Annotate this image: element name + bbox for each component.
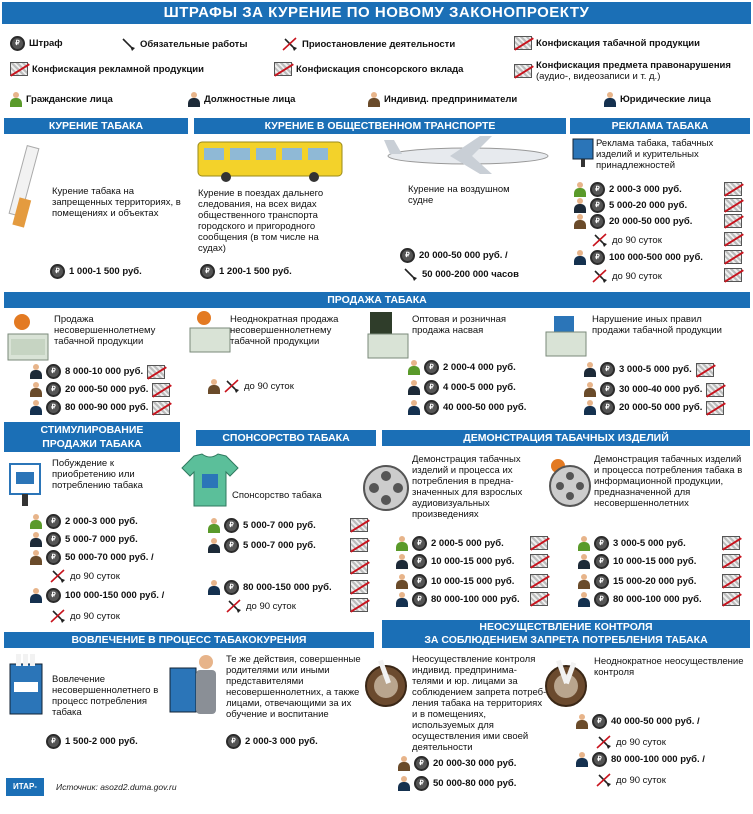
suspension-shovel-icon <box>282 36 298 52</box>
control-repeat-fine-1: ₽ 40 000-50 000 руб. / <box>576 714 700 729</box>
crossed-money-icon <box>350 598 368 612</box>
sale-minor-fine-3: ₽ 80 000-90 000 руб. <box>30 400 170 415</box>
crossed-item-icon <box>722 592 740 606</box>
other-rules-fine-2: ₽ 30 000-40 000 руб. <box>584 382 724 397</box>
entrepreneur-person-icon <box>574 214 586 229</box>
demo-minor-fine-3: ₽ 15 000-20 000 руб. <box>578 574 696 589</box>
coin-icon: ₽ <box>226 734 241 749</box>
coin-icon: ₽ <box>590 182 605 197</box>
crossed-item-icon <box>530 536 548 550</box>
legend-conf-sponsor: Конфискация спонсорского вклада <box>274 62 463 76</box>
official-person-icon <box>408 380 420 395</box>
ads-suspension-1: до 90 суток <box>592 232 662 248</box>
entrepreneur-person-icon <box>584 382 596 397</box>
smoking-desc: Курение табака на запрещенных территориях, в помещениях и объектах <box>52 186 181 219</box>
demo-minor-fine-1: ₽ 3 000-5 000 руб. <box>578 536 686 551</box>
sponsorship-fine-3: ₽ 80 000-150 000 руб. <box>208 580 332 595</box>
coin-icon: ₽ <box>424 400 439 415</box>
coin-icon: ₽ <box>10 36 25 51</box>
coin-icon: ₽ <box>414 776 429 791</box>
coin-icon: ₽ <box>400 248 415 263</box>
entrepreneur-person-icon <box>30 382 42 397</box>
crossed-ads-icon <box>10 62 28 76</box>
civilian-person-icon <box>408 360 420 375</box>
civilian-person-icon <box>574 182 586 197</box>
demo-minor-fine-4: ₽ 80 000-100 000 руб. <box>578 592 702 607</box>
coin-icon: ₽ <box>46 382 61 397</box>
legal-entity-icon <box>584 400 596 415</box>
legend-civilians: Гражданские лица <box>10 92 113 107</box>
legal-entity-icon <box>396 592 408 607</box>
crossed-item-icon <box>530 554 548 568</box>
airplane-icon <box>380 134 560 176</box>
legal-entity-icon <box>30 588 42 603</box>
coin-icon: ₽ <box>50 264 65 279</box>
nasvay-desc: Оптовая и розничная продажа насвая <box>412 314 507 336</box>
smoking-fine: ₽ 1 000-1 500 руб. <box>50 264 142 279</box>
civilian-person-icon <box>396 536 408 551</box>
coin-icon: ₽ <box>46 364 61 379</box>
control-fine-2: ₽ 50 000-80 000 руб. <box>398 776 516 791</box>
coin-icon: ₽ <box>224 518 239 533</box>
demo-minor-desc: Демонстрация табачных изделий и процесса потребления табака в информационной продукции, предназначенной для несовершеннолетних <box>594 454 743 509</box>
demo-adult-fine-4: ₽ 80 000-100 000 руб. <box>396 592 520 607</box>
tshirt-icon <box>180 452 240 508</box>
control-desc: Неосуществление контроля индивид. предпринима-телями и юр. лицами за соблюдением запрета потреб-ления табака на территориях и в помещениях, используемых для осуществления ими своей деятельности <box>412 654 547 753</box>
coin-icon: ₽ <box>590 198 605 213</box>
crossed-ads-icon <box>724 182 742 196</box>
legend <box>2 26 751 114</box>
coin-icon: ₽ <box>46 734 61 749</box>
money-stack-icon <box>188 310 232 356</box>
coin-icon: ₽ <box>46 588 61 603</box>
coin-icon: ₽ <box>46 532 61 547</box>
other-rules-fine-1: ₽ 3 000-5 000 руб. <box>584 362 714 377</box>
coin-icon: ₽ <box>590 214 605 229</box>
control-repeat-suspension-2: до 90 суток <box>596 772 666 788</box>
source-note: Источник: asozd2.duma.gov.ru <box>56 782 177 792</box>
stimulating-fine-1: ₽ 2 000-3 000 руб. <box>30 514 138 529</box>
film-reel-icon <box>362 464 410 512</box>
nasvay-fine-1: ₽ 2 000-4 000 руб. <box>408 360 516 375</box>
coin-icon: ₽ <box>600 382 615 397</box>
money-stack-icon <box>6 312 52 366</box>
cigarette-icon <box>8 136 40 246</box>
civilian-person-icon <box>578 536 590 551</box>
coin-icon: ₽ <box>412 554 427 569</box>
bus-icon <box>196 138 346 184</box>
coin-icon: ₽ <box>200 264 215 279</box>
stimulating-fine-2: ₽ 5 000-7 000 руб. <box>30 532 138 547</box>
section-sponsorship-title: СПОНСОРСТВО ТАБАКА <box>196 430 376 446</box>
official-person-icon <box>30 532 42 547</box>
official-person-icon <box>396 554 408 569</box>
demo-adult-fine-3: ₽ 10 000-15 000 руб. <box>396 574 514 589</box>
stimulating-suspension-1: до 90 суток <box>50 568 120 584</box>
coin-icon: ₽ <box>46 400 61 415</box>
nasvay-money-icon <box>366 310 410 362</box>
crossed-ads-icon <box>724 250 742 264</box>
involvement-desc: Вовлечение несовершеннолетнего в процесс потребления табака <box>52 674 159 718</box>
suspension-shovel-icon <box>50 568 66 584</box>
legend-conf-tobacco: Конфискация табачной продукции <box>514 36 700 50</box>
ads-desc: Реклама табака, табачных изделий и курительных принадлежностей <box>596 138 714 171</box>
coin-icon: ₽ <box>600 400 615 415</box>
legend-entrepreneurs: Индивид. предприниматели <box>368 92 517 107</box>
suspension-shovel-icon <box>596 772 612 788</box>
control-fine-1: ₽ 20 000-30 000 руб. <box>398 756 516 771</box>
coin-icon: ₽ <box>224 538 239 553</box>
billboard-icon <box>572 138 594 168</box>
control-repeat-suspension-1: до 90 суток <box>596 734 666 750</box>
sponsorship-suspension: до 90 суток <box>226 598 296 614</box>
crossed-ads-icon <box>724 268 742 282</box>
section-involvement-title: ВОВЛЕЧЕНИЕ В ПРОЦЕСС ТАБАКОКУРЕНИЯ <box>4 632 374 648</box>
ads-fine-3: ₽ 20 000-50 000 руб. <box>574 214 692 229</box>
stimulating-desc: Побуждение к приобретению или потреблению табака <box>52 458 143 491</box>
coin-icon: ₽ <box>46 550 61 565</box>
official-person-icon <box>578 554 590 569</box>
legal-entity-icon <box>30 400 42 415</box>
official-person-icon <box>208 538 220 553</box>
crossed-ads-icon <box>724 214 742 228</box>
sponsorship-fine-1: ₽ 5 000-7 000 руб. <box>208 518 316 533</box>
official-person-icon <box>30 364 42 379</box>
air-fine: ₽ 20 000-50 000 руб. / <box>400 248 508 263</box>
involvement-parents-desc: Те же действия, совершенные родителями или иными представителями несовершеннолетних, а также лицами, отвечающими за их обучение и воспитание <box>226 654 361 720</box>
entrepreneur-person-icon <box>576 714 588 729</box>
ads-fine-2: ₽ 5 000-20 000 руб. <box>574 198 687 213</box>
legal-entity-icon <box>578 592 590 607</box>
entrepreneur-person-icon <box>208 379 220 394</box>
sale-minor-desc: Продажа несовершеннолетнему табачной продукции <box>54 314 156 347</box>
stimulating-fine-4: ₽ 100 000-150 000 руб. / <box>30 588 164 603</box>
parent-with-pack-icon <box>168 652 220 718</box>
shovel-icon <box>402 266 418 282</box>
section-sale-title: ПРОДАЖА ТАБАКА <box>4 292 750 308</box>
legal-entity-icon <box>576 752 588 767</box>
entrepreneur-person-icon <box>396 574 408 589</box>
crossed-item-icon <box>514 64 532 78</box>
suspension-shovel-icon <box>50 608 66 624</box>
nasvay-fine-3: ₽ 40 000-50 000 руб. <box>408 400 526 415</box>
coin-icon: ₽ <box>600 362 615 377</box>
crossed-money-icon <box>350 518 368 532</box>
section-stimulating-title: СТИМУЛИРОВАНИЕ ПРОДАЖИ ТАБАКА <box>4 422 180 452</box>
legend-legal: Юридические лица <box>604 92 711 107</box>
air-works: 50 000-200 000 часов <box>402 266 519 282</box>
coin-icon: ₽ <box>592 714 607 729</box>
crossed-tobacco-icon <box>147 365 165 379</box>
coin-icon: ₽ <box>594 592 609 607</box>
film-reel-child-icon <box>544 458 594 508</box>
coin-icon: ₽ <box>414 756 429 771</box>
shovel-icon <box>120 36 136 52</box>
civilian-person-icon <box>10 92 22 107</box>
coin-icon: ₽ <box>412 536 427 551</box>
sponsorship-desc: Спонсорство табака <box>232 490 322 501</box>
crossed-money-icon <box>350 538 368 552</box>
other-rules-desc: Нарушение иных правил продажи табачной продукции <box>592 314 722 336</box>
civilian-person-icon <box>30 514 42 529</box>
coin-icon: ₽ <box>46 514 61 529</box>
legend-suspension: Приостановление деятельности <box>282 36 455 52</box>
suspension-shovel-icon <box>592 268 608 284</box>
section-transport-title: КУРЕНИЕ В ОБЩЕСТВЕННОМ ТРАНСПОРТЕ <box>194 118 566 134</box>
crossed-item-icon <box>530 574 548 588</box>
crossed-money-icon <box>350 560 368 574</box>
section-demonstration-title: ДЕМОНСТРАЦИЯ ТАБАЧНЫХ ИЗДЕЛИЙ <box>382 430 750 446</box>
store-money-icon <box>544 314 590 360</box>
nasvay-fine-2: ₽ 4 000-5 000 руб. <box>408 380 516 395</box>
coin-icon: ₽ <box>594 574 609 589</box>
crossed-tobacco-icon <box>152 383 170 397</box>
page-title: ШТРАФЫ ЗА КУРЕНИЕ ПО НОВОМУ ЗАКОНОПРОЕКТУ <box>2 2 751 24</box>
stimulating-suspension-2: до 90 суток <box>50 608 120 624</box>
entrepreneur-person-icon <box>30 550 42 565</box>
crossed-item-icon <box>722 574 740 588</box>
crossed-item-icon <box>722 536 740 550</box>
transport-fine: ₽ 1 200-1 500 руб. <box>200 264 292 279</box>
sale-repeat-suspension: до 90 суток <box>208 378 294 394</box>
legend-conf-item: Конфискация предмета правонарушения (аудио-, видеозаписи и т. д.) <box>514 60 731 82</box>
cigarette-pack-icon <box>8 652 46 716</box>
coin-icon: ₽ <box>590 250 605 265</box>
entrepreneur-person-icon <box>368 92 380 107</box>
demo-minor-fine-2: ₽ 10 000-15 000 руб. <box>578 554 696 569</box>
crossed-ads-icon <box>724 198 742 212</box>
legal-entity-icon <box>398 776 410 791</box>
coin-icon: ₽ <box>412 592 427 607</box>
section-control-title: НЕОСУЩЕСТВЛЕНИЕ КОНТРОЛЯ ЗА СОБЛЮДЕНИЕМ ЗАПРЕТА ПОТРЕБЛЕНИЯ ТАБАКА <box>382 620 750 648</box>
involvement-parents-fine: ₽ 2 000-3 000 руб. <box>226 734 318 749</box>
transport-desc: Курение в поездах дальнего следования, на всех видах общественного транспорта городского и пригородного сообщения (в том числе на судах) <box>198 188 324 254</box>
ashtray-icon <box>360 656 412 708</box>
coin-icon: ₽ <box>594 554 609 569</box>
entrepreneur-person-icon <box>578 574 590 589</box>
air-desc: Курение на воздушном судне <box>408 184 510 206</box>
coin-icon: ₽ <box>224 580 239 595</box>
legend-fine: ₽ Штраф <box>10 36 63 51</box>
crossed-tobacco-icon <box>706 401 724 415</box>
coin-icon: ₽ <box>592 752 607 767</box>
crossed-tobacco-icon <box>514 36 532 50</box>
civilian-person-icon <box>208 518 220 533</box>
demo-adult-fine-1: ₽ 2 000-5 000 руб. <box>396 536 504 551</box>
legal-entity-icon <box>408 400 420 415</box>
coin-icon: ₽ <box>424 380 439 395</box>
section-smoking-title: КУРЕНИЕ ТАБАКА <box>4 118 188 134</box>
legal-entity-icon <box>574 250 586 265</box>
crossed-item-icon <box>530 592 548 606</box>
official-person-icon <box>188 92 200 107</box>
itar-tass-logo: ИТАР-ТАСС <box>6 778 44 796</box>
crossed-money-icon <box>350 580 368 594</box>
crossed-money-icon <box>274 62 292 76</box>
ashtray-icon <box>540 656 592 708</box>
coin-icon: ₽ <box>412 574 427 589</box>
sale-minor-fine-2: ₽ 20 000-50 000 руб. <box>30 382 170 397</box>
control-repeat-fine-2: ₽ 80 000-100 000 руб. / <box>576 752 705 767</box>
sale-repeat-desc: Неоднократная продажа несовершеннолетнему табачной продукции <box>230 314 339 347</box>
coin-icon: ₽ <box>594 536 609 551</box>
involvement-fine: ₽ 1 500-2 000 руб. <box>46 734 138 749</box>
ads-suspension-2: до 90 суток <box>592 268 662 284</box>
ads-fine-1: ₽ 2 000-3 000 руб. <box>574 182 682 197</box>
crossed-tobacco-icon <box>706 383 724 397</box>
official-person-icon <box>574 198 586 213</box>
suspension-shovel-icon <box>226 598 242 614</box>
legal-entity-icon <box>604 92 616 107</box>
sponsorship-fine-2: ₽ 5 000-7 000 руб. <box>208 538 316 553</box>
official-person-icon <box>584 362 596 377</box>
crossed-tobacco-icon <box>696 363 714 377</box>
entrepreneur-person-icon <box>398 756 410 771</box>
ad-display-icon <box>8 462 44 508</box>
suspension-shovel-icon <box>596 734 612 750</box>
crossed-tobacco-icon <box>152 401 170 415</box>
crossed-ads-icon <box>724 232 742 246</box>
legend-works: Обязательные работы <box>120 36 247 52</box>
section-ads-title: РЕКЛАМА ТАБАКА <box>570 118 750 134</box>
demo-adult-fine-2: ₽ 10 000-15 000 руб. <box>396 554 514 569</box>
crossed-item-icon <box>722 554 740 568</box>
legend-conf-ads: Конфискация рекламной продукции <box>10 62 204 76</box>
demo-adult-desc: Демонстрация табачных изделий и процесса их потребления в предна-значенных для взрослых аудиовизуальных произведениях <box>412 454 523 520</box>
ads-fine-4: ₽ 100 000-500 000 руб. <box>574 250 703 265</box>
suspension-shovel-icon <box>592 232 608 248</box>
stimulating-fine-3: ₽ 50 000-70 000 руб. / <box>30 550 154 565</box>
control-repeat-desc: Неоднократное неосуществление контроля <box>594 656 744 678</box>
other-rules-fine-3: ₽ 20 000-50 000 руб. <box>584 400 724 415</box>
coin-icon: ₽ <box>424 360 439 375</box>
suspension-shovel-icon <box>224 378 240 394</box>
legal-entity-icon <box>208 580 220 595</box>
sale-minor-fine-1: ₽ 8 000-10 000 руб. <box>30 364 165 379</box>
legend-officials: Должностные лица <box>188 92 295 107</box>
